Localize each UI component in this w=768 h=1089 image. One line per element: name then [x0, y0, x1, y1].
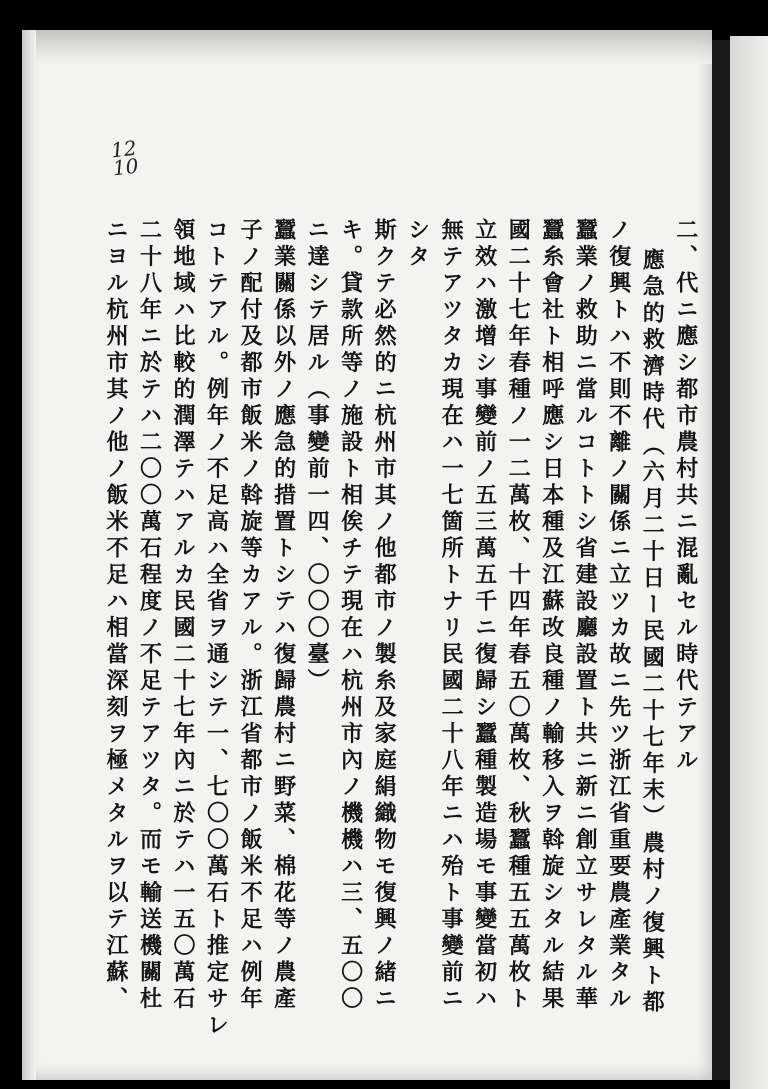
- adjacent-page-edge: [730, 36, 768, 1089]
- text-column-18: ニヨル杭州市其ノ他ノ飯米不足ハ相當深刻ヲ極メタルヲ以テ江蘇、: [103, 218, 128, 1013]
- text-column-1: 二、代ニ應シ都市農村共ニ混亂セル時代テアル: [672, 218, 698, 775]
- vertical-text-block: [100, 218, 700, 1078]
- text-column-13: 蠶業關係以外ノ應急的措置トシテハ復歸農村ニ野菜、棉花等ノ農產: [270, 218, 296, 1013]
- text-column-10: 斯クテ必然的ニ杭州市其ノ他都市ノ製糸及家庭絹織物モ復興ノ緒ニ: [371, 218, 397, 1013]
- handwritten-page-number: 12 10: [109, 135, 140, 181]
- text-column-12: ニ達シテ居ル（事變前一四、〇〇〇臺）: [304, 218, 330, 695]
- text-column-15: コトテアル。例年ノ不足高ハ全省ヲ通シテ一、七〇〇萬石ト推定サレ: [203, 218, 229, 1040]
- book-binding-edge: [712, 40, 730, 1080]
- text-column-9: シタ: [404, 218, 430, 271]
- text-column-17: 二十八年ニ於テハ二〇〇萬石程度ノ不足テアツタ。而モ輸送機關杜: [136, 218, 162, 1013]
- text-column-14: 子ノ配付及都市飯米ノ斡旋等カアル。浙江省都市ノ飯米不足ハ例年: [237, 218, 263, 1013]
- text-column-4: 蠶業ノ救助ニ當ルコトトシ省建設廳設置ト共ニ新ニ創立サレタル華: [572, 218, 598, 1013]
- text-column-7: 立效ハ激增シ事變前ノ五三萬五千ニ復歸シ蠶種製造場モ事變當初ハ: [471, 218, 497, 1013]
- text-column-16: 領地域ハ比較的潤澤テハアルカ民國二十七年內ニ於テハ一五〇萬石: [170, 218, 196, 1013]
- text-column-2: 應急的救濟時代（六月二十日ー民國二十七年末）農村ノ復興ト都: [639, 248, 665, 1017]
- text-column-3: ノ復興トハ不則不離ノ關係ニ立ツカ故ニ先ツ浙江省重要農產業タル: [605, 218, 631, 1013]
- text-column-11: キ。貸款所等ノ施設ト相俟チテ現在ハ杭州市內ノ機機ハ三、五〇〇: [337, 218, 363, 1013]
- text-column-6: 國二十七年春種ノ一二萬枚、十四年春五〇萬枚、秋蠶種五五萬枚ト: [505, 218, 531, 1013]
- text-column-5: 蠶糸會社ト相呼應シ日本種及江蘇改良種ノ輸移入ヲ斡旋シタル結果: [538, 218, 564, 1013]
- text-column-8: 無テアツタカ現在ハ一七箇所トナリ民國二十八年ニハ殆ト事變前ニ: [438, 218, 464, 1013]
